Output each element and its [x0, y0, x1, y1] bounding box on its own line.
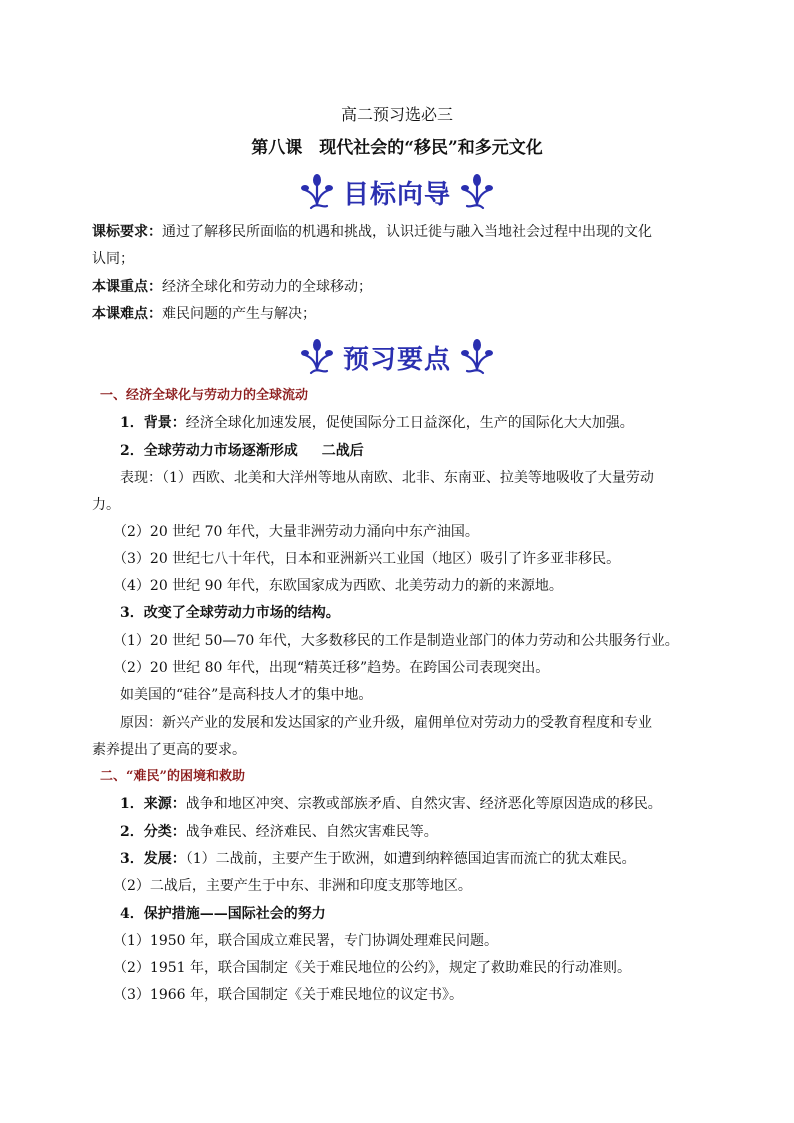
label: 3．发展：: [120, 851, 186, 867]
text: 通过了解移民所面临的机遇和挑战，认识迁徙与融入当地社会过程中出现的文化: [162, 224, 652, 240]
s2-protection-1: （1）1950 年，联合国成立难民署，专门协调处理难民问题。: [113, 933, 498, 949]
lesson-title: 第八课 现代社会的“移民”和多元文化: [251, 138, 543, 158]
text: 战争和地区冲突、宗教或部族矛盾、自然灾害、经济恶化等原因造成的移民。: [185, 796, 662, 812]
s2-development: [120, 849, 750, 869]
text: 经济全球化加速发展，促使国际分工日益深化，生产的国际化大大加强。: [185, 415, 634, 431]
flower-ornament-icon: [457, 337, 497, 377]
section-2-heading: 二、“难民”的困境和救助: [100, 769, 245, 784]
flower-ornament-icon: [297, 172, 337, 212]
goals-banner-text: 目标向导: [342, 179, 451, 210]
s1-market-formation: [120, 441, 750, 461]
s1-structure-2: （2）20 世纪 80 年代，出现“精英迁移”趋势。在跨国公司表现突出。: [113, 660, 550, 676]
s1-performance-4: （4）20 世纪 90 年代，东欧国家成为西欧、北美劳动力的新的来源地。: [113, 578, 563, 594]
s1-background: [120, 413, 750, 433]
s1-performance-1: 表现：（1）西欧、北美和大洋州等地从南欧、北非、东南亚、拉美等地吸收了大量劳动: [120, 470, 654, 486]
s1-performance-3: （3）20 世纪七八十年代，日本和亚洲新兴工业国（地区）吸引了许多亚非移民。: [113, 551, 621, 567]
text: 战争难民、经济难民、自然灾害难民等。: [185, 824, 438, 840]
s2-classification: [120, 822, 750, 842]
s2-source: [120, 794, 750, 814]
label: 本课重点：: [92, 279, 162, 295]
section-1-heading: 一、经济全球化与劳动力的全球流动: [100, 388, 309, 403]
course-requirement: [92, 222, 722, 242]
flower-ornament-icon: [297, 337, 337, 377]
flower-ornament-icon: [457, 172, 497, 212]
extra: 二战后: [321, 443, 364, 459]
label: 1．来源：: [120, 796, 186, 812]
s1-structure-heading: 3．改变了全球劳动力市场的结构。: [120, 605, 340, 621]
goals-banner: [0, 170, 794, 214]
label: 本课难点：: [92, 306, 162, 322]
text: 难民问题的产生与解决；: [162, 306, 316, 322]
label: 2．全球劳动力市场逐渐形成: [120, 443, 298, 459]
s2-protection-3: （3）1966 年，联合国制定《关于难民地位的议定书》。: [113, 987, 463, 1003]
points-banner-text: 预习要点: [342, 344, 451, 375]
course-requirement-cont: 认同；: [92, 251, 134, 267]
text: （1）二战前，主要产生于欧洲，如遭到纳粹德国迫害而流亡的犹太难民。: [185, 851, 636, 867]
s1-reason-cont: 素养提出了更高的要求。: [92, 742, 246, 758]
label: 2．分类：: [120, 824, 186, 840]
s1-performance-1-cont: 力。: [92, 497, 120, 513]
s2-protection-heading: 4．保护措施——国际社会的努力: [120, 906, 326, 922]
difficult-points: [92, 304, 722, 324]
s1-reason: 原因：新兴产业的发展和发达国家的产业升级，雇佣单位对劳动力的受教育程度和专业: [120, 715, 652, 731]
s1-structure-1: （1）20 世纪 50—70 年代，大多数移民的工作是制造业部门的体力劳动和公共服务行业。: [113, 633, 679, 649]
s2-protection-2: （2）1951 年，联合国制定《关于难民地位的公约》，规定了救助难民的行动准则。: [113, 960, 631, 976]
points-banner: [0, 335, 794, 379]
key-points: [92, 277, 722, 297]
text: 经济全球化和劳动力的全球移动；: [162, 279, 372, 295]
label: 1．背景：: [120, 415, 186, 431]
document-subtitle: 高二预习选必三: [340, 105, 453, 124]
s1-performance-2: （2）20 世纪 70 年代，大量非洲劳动力涌向中东产油国。: [113, 524, 479, 540]
label: 课标要求：: [92, 224, 162, 240]
s1-structure-3: 如美国的“硅谷”是高科技人才的集中地。: [120, 687, 373, 703]
s2-development-2: （2）二战后，主要产生于中东、非洲和印度支那等地区。: [113, 878, 472, 894]
